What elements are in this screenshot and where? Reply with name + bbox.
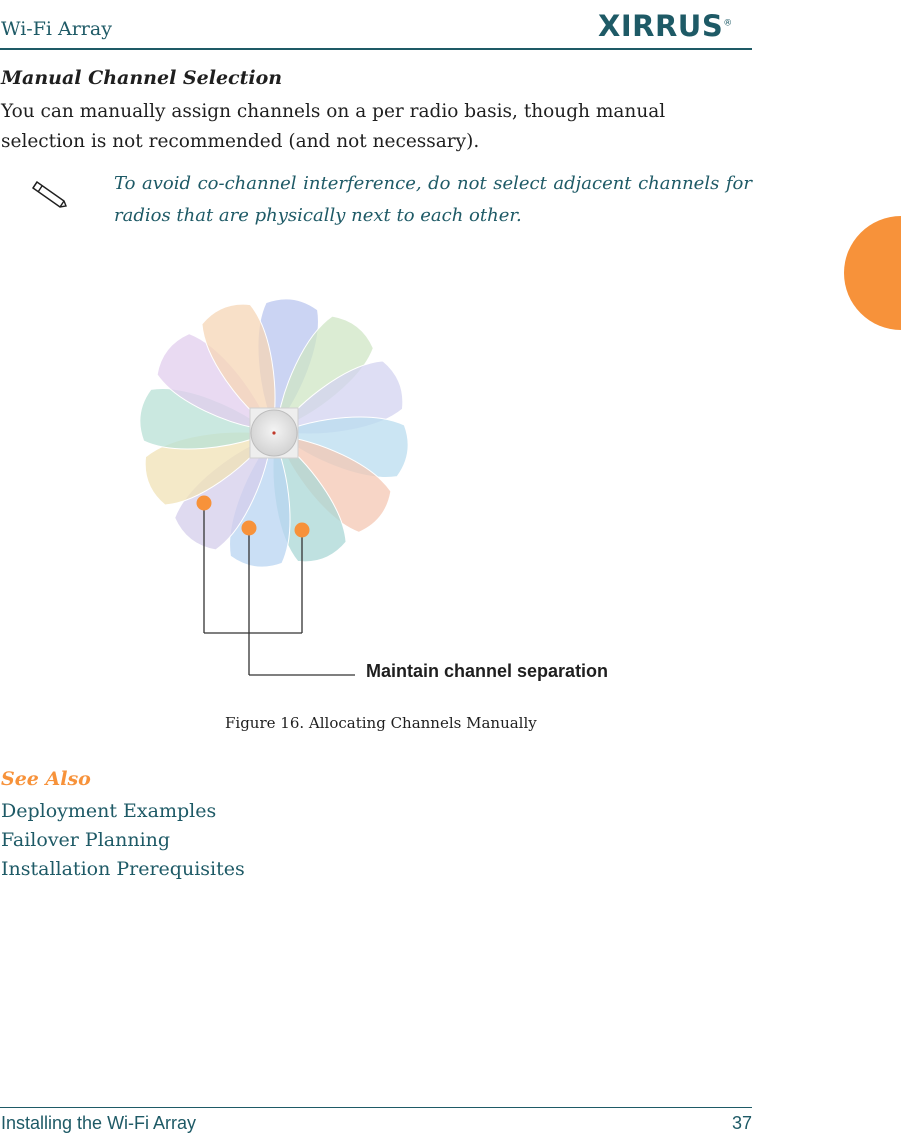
- radio-marker-3: [295, 523, 310, 538]
- section-heading: Manual Channel Selection: [1, 67, 283, 89]
- figure-caption: Figure 16. Allocating Channels Manually: [225, 714, 537, 732]
- header-divider: [0, 48, 752, 50]
- page-header: [0, 0, 752, 48]
- see-also-link-failover-planning[interactable]: Failover Planning: [1, 829, 171, 851]
- xirrus-logo: [598, 9, 733, 43]
- callout-label: Maintain channel separation: [366, 661, 609, 681]
- body-paragraph: You can manually assign channels on a per radio basis, though manual selection is not recommended (and not necessary).: [1, 101, 666, 152]
- see-also-link-installation-prerequisites[interactable]: Installation Prerequisites: [1, 858, 245, 880]
- header-title: Wi-Fi Array: [1, 18, 112, 40]
- see-also-heading: See Also: [1, 768, 91, 790]
- array-center-dot: [272, 431, 275, 434]
- footer-chapter-title: Installing the Wi-Fi Array: [1, 1113, 197, 1133]
- logo-text: XIRRUS: [598, 9, 724, 43]
- logo-registered-mark: ®: [723, 18, 733, 29]
- note-text: To avoid co-channel interference, do not select adjacent channels for radios that are physically next to each other.: [114, 173, 752, 226]
- pencil-note-icon: [30, 178, 70, 210]
- channel-allocation-figure: [0, 270, 752, 700]
- footer-divider: [0, 1107, 752, 1108]
- chapter-tab-marker: [844, 216, 901, 330]
- see-also-link-deployment-examples[interactable]: Deployment Examples: [1, 800, 217, 822]
- footer-page-number: 37: [731, 1113, 752, 1133]
- radio-marker-2: [242, 521, 257, 536]
- radio-marker-1: [197, 496, 212, 511]
